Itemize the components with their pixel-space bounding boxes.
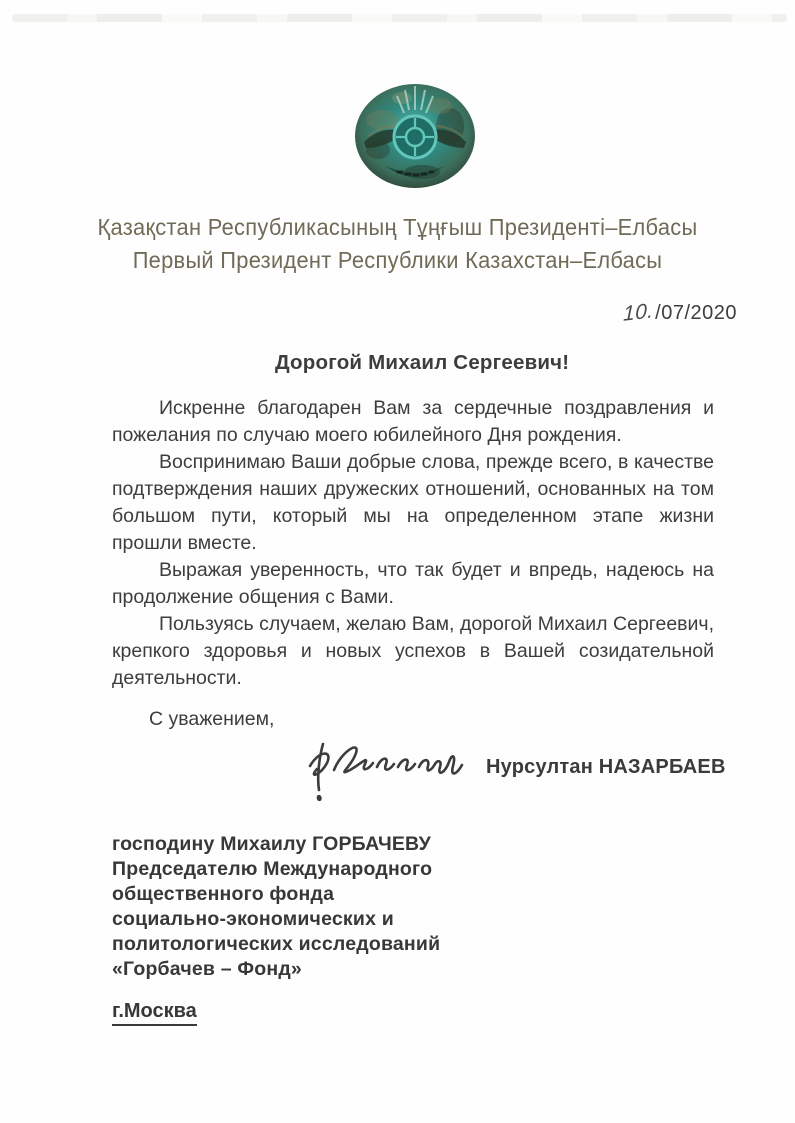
letterhead (0, 211, 795, 277)
paragraph-1: Искренне благодарен Вам за сердечные поздравления и пожелания по случаю моего юбилейного Дня рождения. (112, 397, 714, 446)
handwritten-signature (303, 736, 479, 810)
scan-artifact-band (12, 14, 787, 22)
recipient-line-6: «Горбачев – Фонд» (112, 958, 302, 980)
letterhead-line-kazakh: Қазақстан Республикасының Тұңғыш Президенті–Елбасы (97, 214, 698, 240)
printed-date: /07/2020 (655, 302, 737, 324)
recipient-line-5: политологических исследований (112, 933, 441, 955)
paragraph-4: Пользуясь случаем, желаю Вам, дорогой Михаил Сергеевич, крепкого здоровья и новых успехов в Вашей созидательной деятельности. (112, 613, 714, 689)
recipient-line-3: общественного фонда (112, 883, 335, 905)
recipient-line-2: Председателю Международного (112, 858, 433, 880)
recipient-line-4: социально-экономических и (112, 908, 394, 930)
date-line (623, 301, 737, 325)
signer-name: Нурсултан НАЗАРБАЕВ (486, 756, 726, 778)
salutation: Дорогой Михаил Сергеевич! (275, 351, 570, 374)
recipient-line-1: господину Михаилу ГОРБАЧЕВУ (112, 833, 431, 855)
letter-body (112, 395, 714, 692)
paragraph-3: Выражая уверенность, что так будет и впредь, надеюсь на продолжение общения с Вами. (112, 559, 714, 608)
kazakhstan-coat-of-arms-icon (352, 80, 478, 190)
closing-line: С уважением, (149, 708, 275, 730)
recipient-address-block (112, 832, 440, 982)
letterhead-line-russian: Первый Президент Республики Казахстан–Елбасы (132, 247, 663, 273)
handwritten-day: 10. (623, 299, 655, 326)
paragraph-2: Воспринимаю Ваши добрые слова, прежде всего, в качестве подтверждения наших дружеских отношений, основанных на том большом пути, который мы на определенном этапе жизни прошли вместе. (112, 451, 714, 554)
recipient-city: г.Москва (112, 1000, 197, 1026)
